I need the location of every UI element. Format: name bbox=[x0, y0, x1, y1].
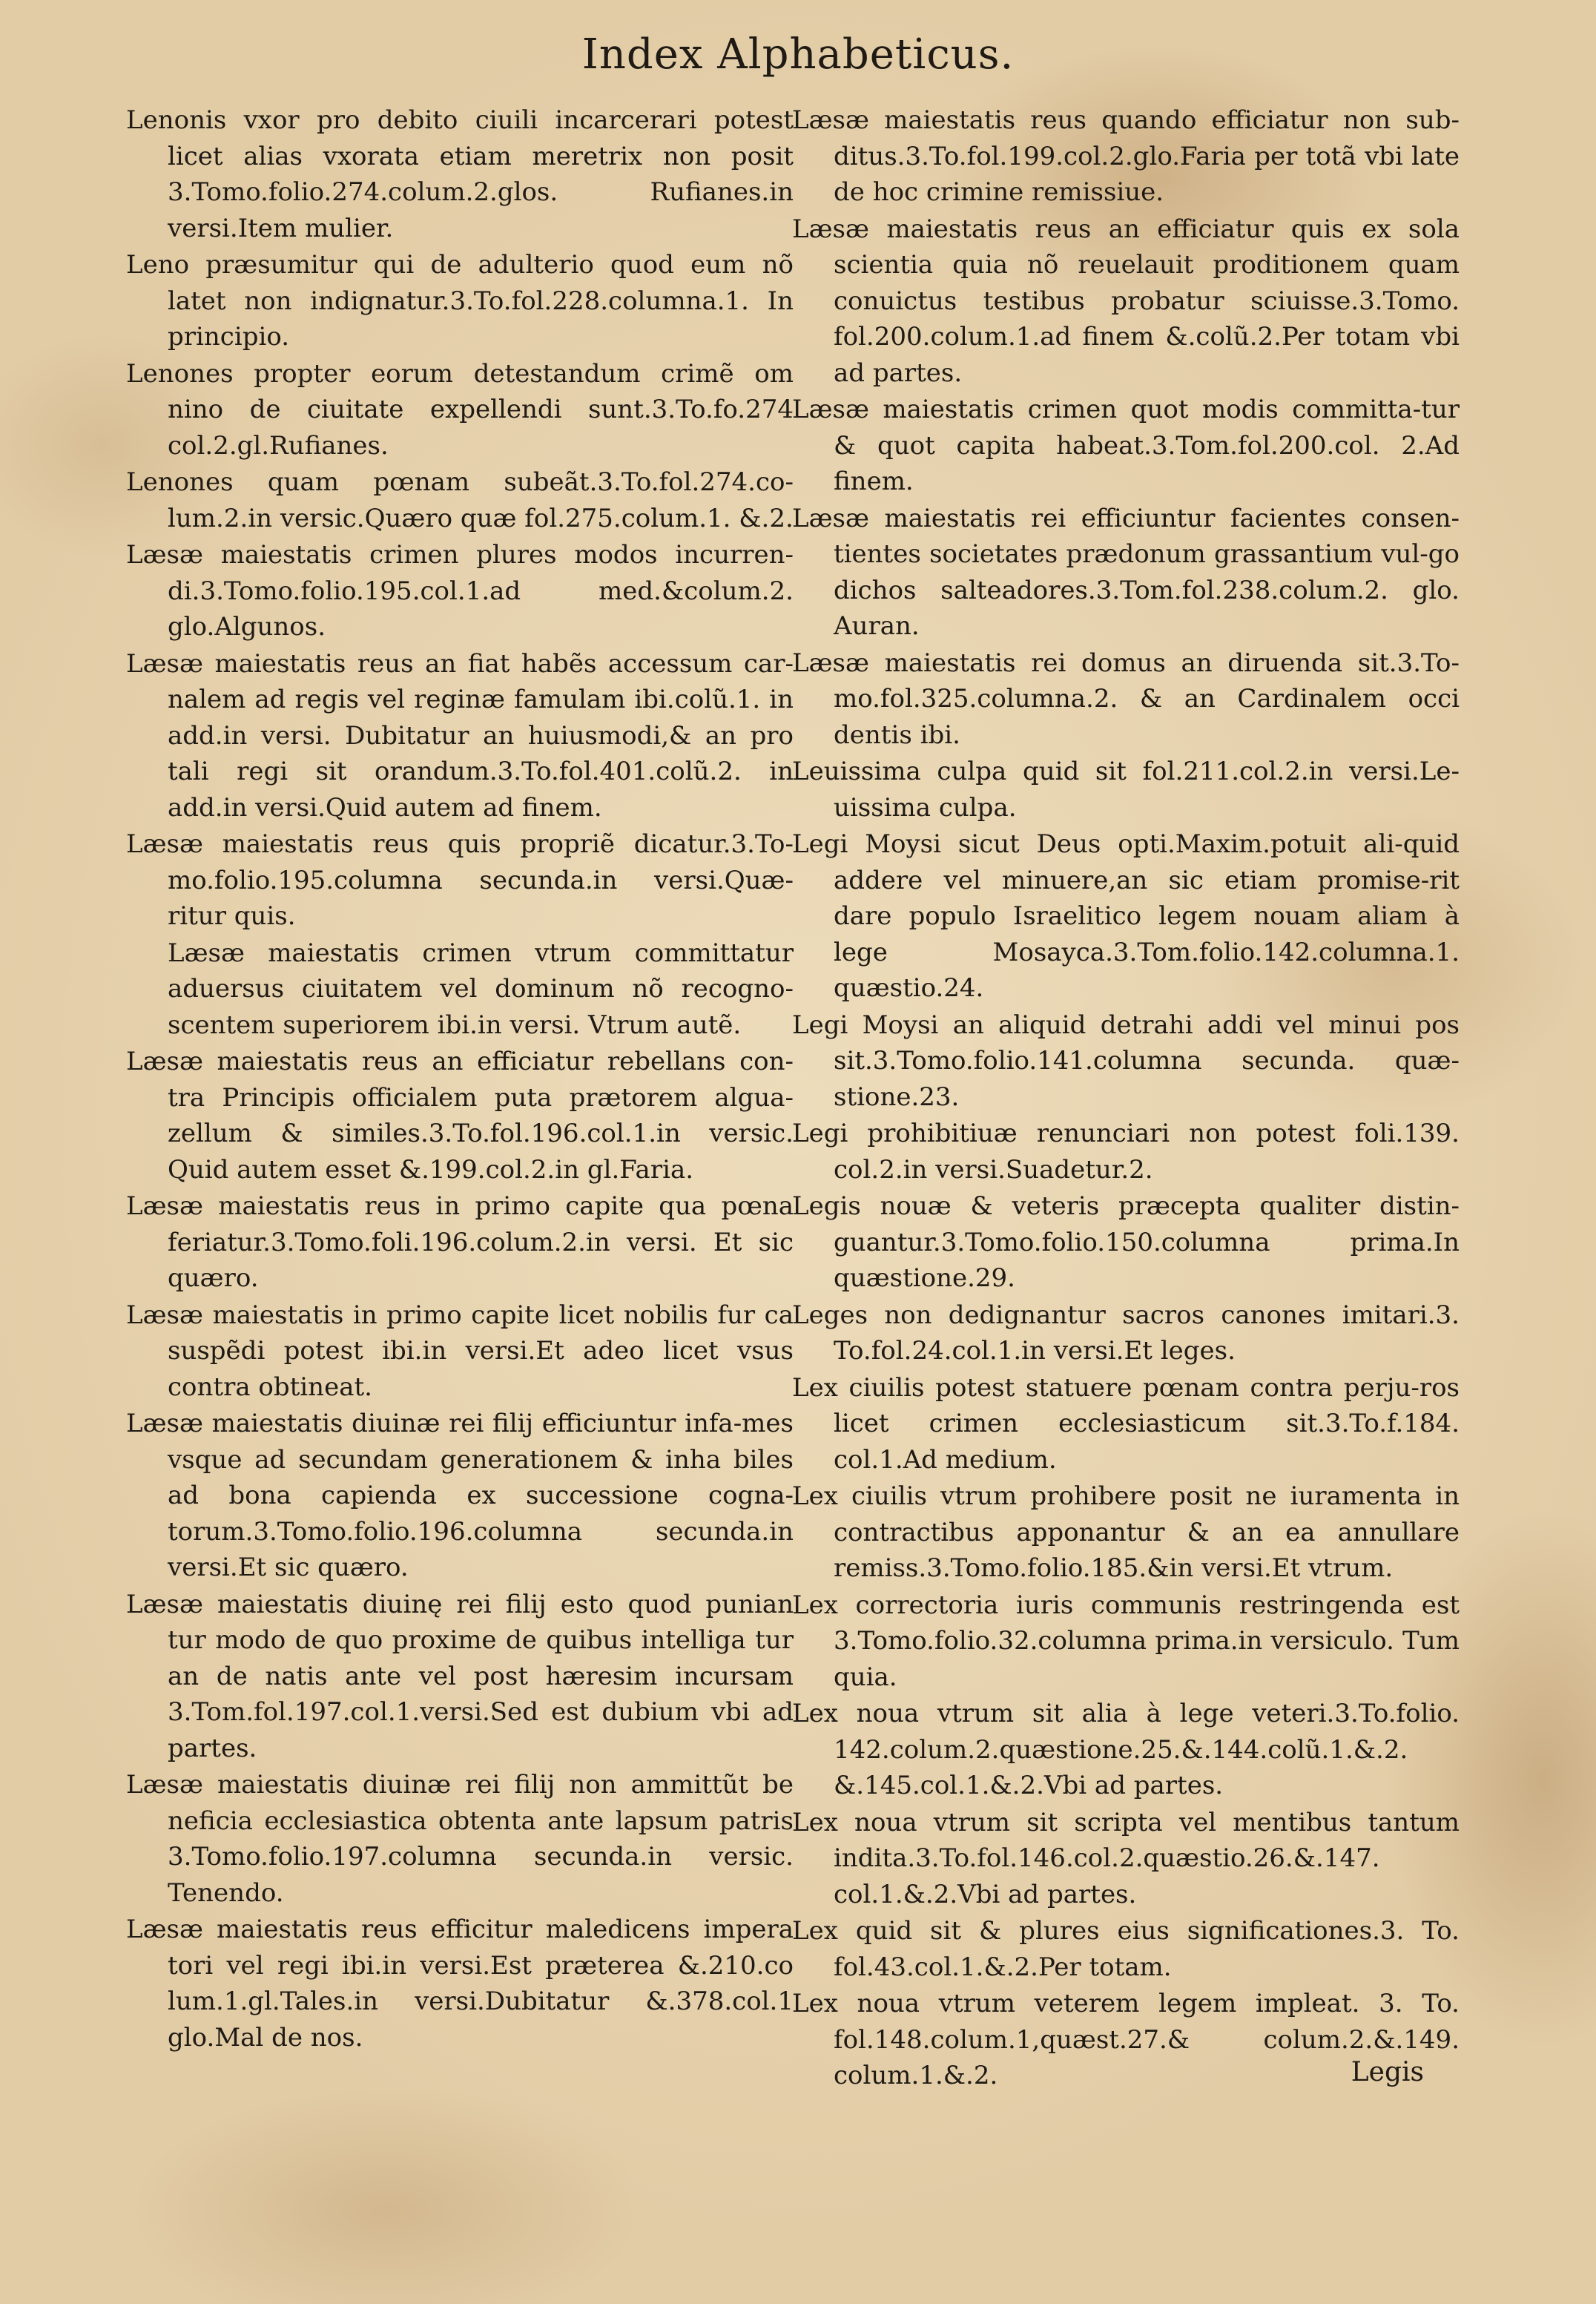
index-entry: Leno præsumitur qui de adulterio quod eum nõ latet non indignatur.3.To.fol.228.columna.1. In principio. bbox=[126, 250, 794, 352]
right-column bbox=[792, 102, 1460, 2095]
index-entry: Lenonis vxor pro debito ciuili incarcerari potest licet alias vxorata etiam meretrix non posit 3.Tomo.folio.274.colum.2.glos. Rufianes.in versi.Item mulier. bbox=[126, 105, 794, 243]
index-entry: Læsæ maiestatis reus efficitur maledicens impera tori vel regi ibi.in versi.Est præterea &.210.co lum.1.gl.Tales.in versi.Dubitatur &.378.col.1 glo.Mal de nos. bbox=[126, 1915, 794, 2053]
index-entry: Lex noua vtrum sit scripta vel mentibus tantum indita.3.To.fol.146.col.2.quæstio.26.&.147. col.1.&.2.Vbi ad partes. bbox=[792, 1807, 1460, 1909]
index-entry: Læsæ maiestatis rei domus an diruenda sit.3.To-mo.fol.325.columna.2. & an Cardinalem occi dentis ibi. bbox=[792, 648, 1460, 750]
index-entry: Læsæ maiestatis rei efficiuntur facientes consen-tientes societates prædonum grassantium vul-go dichos salteadores.3.Tom.fol.238.colum.2. glo. Auran. bbox=[792, 503, 1460, 641]
index-entry: Legi prohibitiuæ renunciari non potest foli.139. col.2.in versi.Suadetur.2. bbox=[792, 1119, 1460, 1185]
index-entry: Læsæ maiestatis reus an efficiatur rebellans con-tra Principis officialem puta prætorem algua-zellum & similes.3.To.fol.196.col.1.in versic. Quid autem esset &.199.col.2.in gl.Faria. bbox=[126, 1047, 794, 1185]
index-entry: Læsæ maiestatis diuinæ rei filij efficiuntur infa-mes vsque ad secundam generationem & inha biles ad bona capienda ex successione cogna-torum.3.Tomo.folio.196.columna secunda.in versi.Et sic quæro. bbox=[126, 1409, 794, 1582]
index-entry: Legis nouæ & veteris præcepta qualiter distin-guantur.3.Tomo.folio.150.columna prima.In quæstione.29. bbox=[792, 1191, 1460, 1293]
index-entry: Leges non dedignantur sacros canones imitari.3. To.fol.24.col.1.in versi.Et leges. bbox=[792, 1300, 1460, 1366]
index-entry: Læsæ maiestatis crimen plures modos incurren-di.3.Tomo.folio.195.col.1.ad med.&colum.2. glo.Algunos. bbox=[126, 540, 794, 642]
catchword: Legis bbox=[1351, 2057, 1424, 2087]
index-entry: Lex noua vtrum sit alia à lege veteri.3.To.folio. 142.colum.2.quæstione.25.&.144.colũ.1.&.2. &.145.col.1.&.2.Vbi ad partes. bbox=[792, 1699, 1460, 1800]
index-entry: Legi Moysi sicut Deus opti.Maxim.potuit ali-quid addere vel minuere,an sic etiam promise-rit dare populo Israelitico legem nouam aliam à lege Mosayca.3.Tom.folio.142.columna.1. quæstio.24. bbox=[792, 829, 1460, 1003]
index-entry: Leuissima culpa quid sit fol.211.col.2.in versi.Le-uissima culpa. bbox=[792, 757, 1460, 823]
index-entry: Læsæ maiestatis diuinę rei filij esto quod punian tur modo de quo proxime de quibus intelliga tur an de natis ante vel post hæresim incursam 3.Tom.fol.197.col.1.versi.Sed est dubium vbi ad partes. bbox=[126, 1589, 794, 1763]
index-entry: Læsæ maiestatis reus quis propriẽ dicatur.3.To-mo.folio.195.columna secunda.in versi.Quæ-ritur quis. bbox=[126, 829, 794, 931]
index-entry: Legi Moysi an aliquid detrahi addi vel minui pos sit.3.Tomo.folio.141.columna secunda. quæ-stione.23. bbox=[792, 1010, 1460, 1112]
index-entry: Læsæ maiestatis diuinæ rei filij non ammittũt be neficia ecclesiastica obtenta ante lapsum patris 3.Tomo.folio.197.columna secunda.in versic. Tenendo. bbox=[126, 1770, 794, 1908]
index-entry: Lenones quam pœnam subeãt.3.To.fol.274.co-lum.2.in versic.Quæro quæ fol.275.colum.1. &.2. bbox=[126, 467, 794, 533]
index-entry: Læsæ maiestatis crimen vtrum committatur aduersus ciuitatem vel dominum nõ recogno-scentem superiorem ibi.in versi. Vtrum autẽ. bbox=[168, 938, 794, 1040]
index-entry: Læsæ maiestatis reus an efficiatur quis ex sola scientia quia nõ reuelauit proditionem quam conuictus testibus probatur sciuisse.3.Tomo. fol.200.colum.1.ad finem &.colũ.2.Per totam vbi ad partes. bbox=[792, 214, 1460, 388]
index-entry: Læsæ maiestatis reus an fiat habẽs accessum car-nalem ad regis vel reginæ famulam ibi.colũ.1. in add.in versi. Dubitatur an huiusmodi,& an pro tali regi sit orandum.3.To.fol.401.colũ.2. in add.in versi.Quid autem ad finem. bbox=[126, 648, 794, 823]
index-entry: Lex correctoria iuris communis restringenda est 3.Tomo.folio.32.columna prima.in versiculo. Tum quia. bbox=[792, 1590, 1460, 1692]
index-entry: Læsæ maiestatis crimen quot modis committa-tur & quot capita habeat.3.Tom.fol.200.col. 2.Ad finem. bbox=[792, 395, 1460, 496]
left-column bbox=[126, 102, 794, 2056]
index-entry: Læsæ maiestatis in primo capite licet nobilis fur ca suspẽdi potest ibi.in versi.Et adeo licet vsus contra obtineat. bbox=[126, 1300, 794, 1402]
index-entry: Lex quid sit & plures eius significationes.3. To. fol.43.col.1.&.2.Per totam. bbox=[792, 1916, 1460, 1982]
index-entry: Lex ciuilis potest statuere pœnam contra perju-ros licet crimen ecclesiasticum sit.3.To.f.184. col.1.Ad medium. bbox=[792, 1372, 1460, 1475]
index-entry: Læsæ maiestatis reus quando efficiatur non sub-ditus.3.To.fol.199.col.2.glo.Faria per totã vbi late de hoc crimine remissiue. bbox=[792, 105, 1460, 207]
page-title: Index Alphabeticus. bbox=[581, 30, 1015, 79]
index-entry: Lenones propter eorum detestandum crimẽ om nino de ciuitate expellendi sunt.3.To.fo.274 col.2.gl.Rufianes. bbox=[126, 358, 794, 461]
index-entry: Lex ciuilis vtrum prohibere posit ne iuramenta in contractibus apponantur & an ea annullare remiss.3.Tomo.folio.185.&in versi.Et vtrum. bbox=[792, 1481, 1460, 1583]
index-entry: Lex noua vtrum veterem legem impleat. 3. To. fol.148.colum.1,quæst.27.& colum.2.&.149. colum.1.&.2. bbox=[792, 1989, 1460, 2090]
index-entry: Læsæ maiestatis reus in primo capite qua pœna feriatur.3.Tomo.foli.196.colum.2.in versi. Et sic quæro. bbox=[126, 1191, 794, 1293]
